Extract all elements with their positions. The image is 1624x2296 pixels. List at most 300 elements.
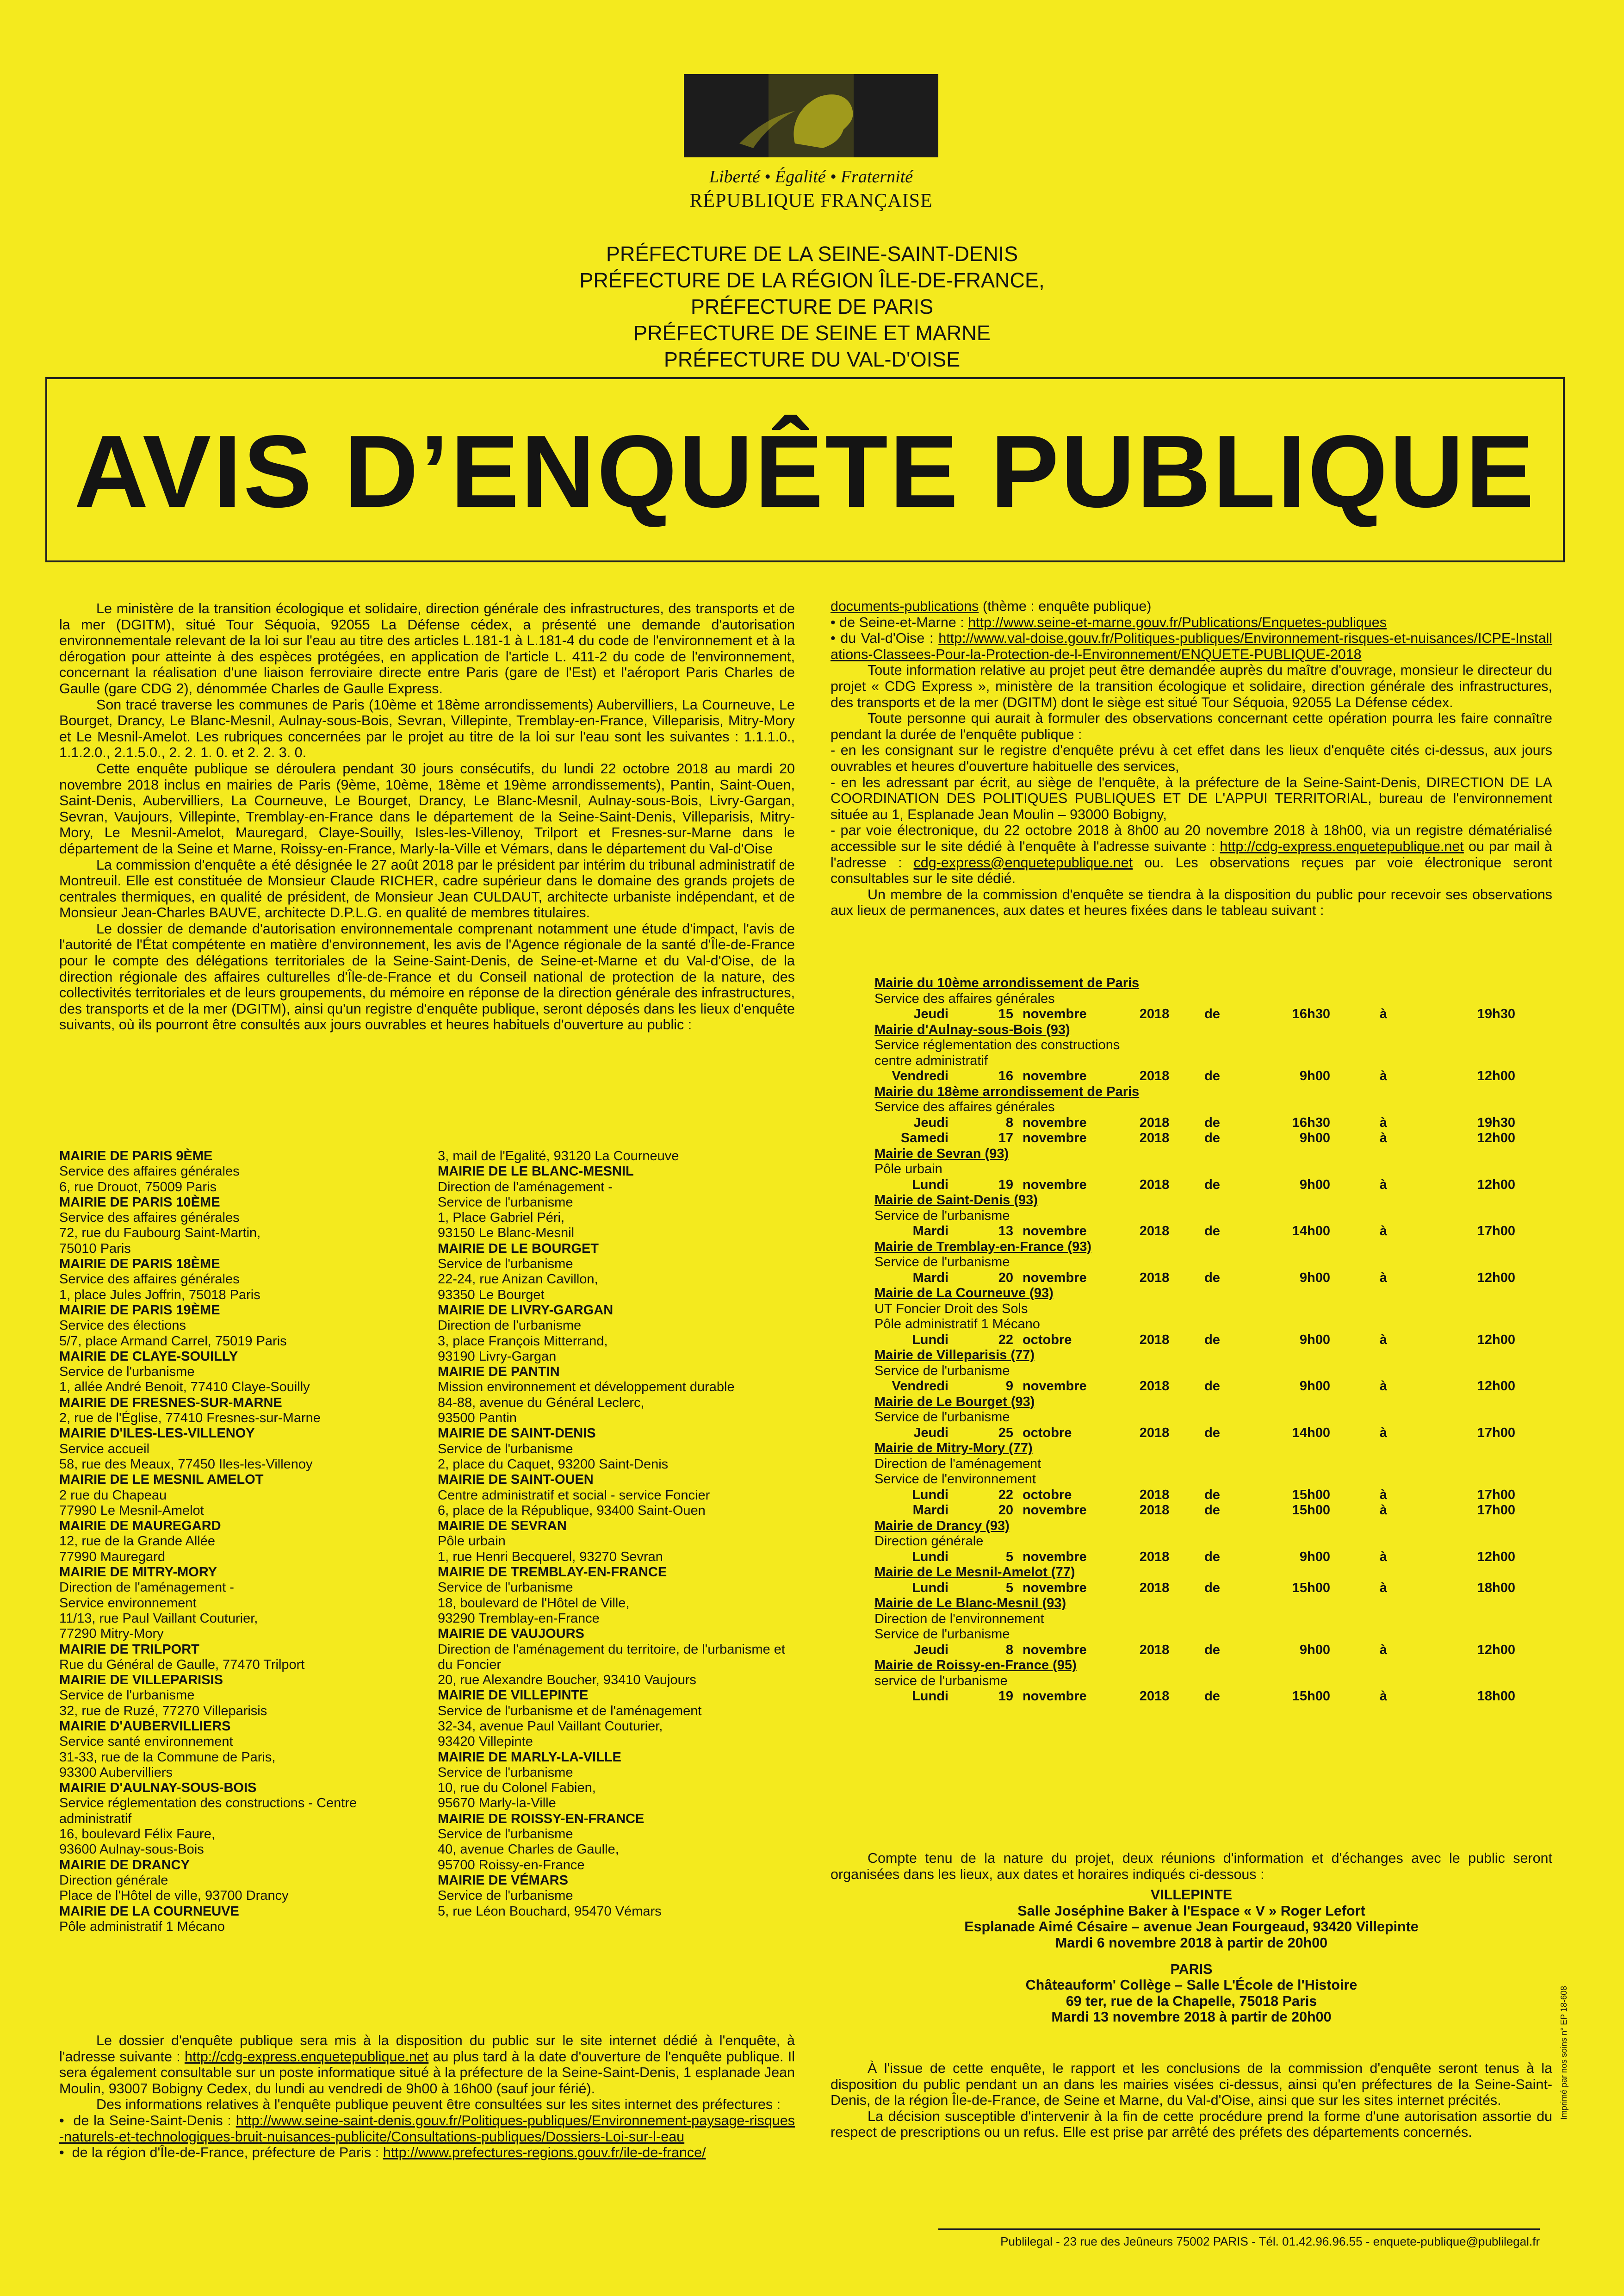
schedule-cell: 2018 [1139, 1580, 1170, 1595]
address-block [59, 1642, 411, 1673]
address-line: 11/13, rue Paul Vaillant Couturier, [59, 1611, 258, 1626]
schedule-entry [874, 1239, 1550, 1286]
mairie-name: MAIRIE DE LE BLANC-MESNIL [438, 1164, 634, 1179]
address-block [59, 1904, 411, 1935]
address-line: 93350 Le Bourget [438, 1287, 545, 1302]
schedule-cell: de [1204, 1131, 1220, 1145]
schedule-cell: 2018 [1139, 1332, 1170, 1347]
schedule-cell: Lundi [912, 1689, 948, 1704]
schedule-entry [874, 1441, 1550, 1518]
address-line: 1, allée André Benoit, 77410 Claye-Souilly [59, 1380, 310, 1395]
schedule-cell: novembre [1023, 1270, 1087, 1285]
address-line: 1, place Jules Joffrin, 75018 Paris [59, 1287, 260, 1302]
schedule-cell: Lundi [912, 1332, 948, 1347]
address-block [59, 1149, 411, 1195]
schedule-office: Mairie de Saint-Denis (93) [874, 1193, 1038, 1207]
schedule-service: Service de l'urbanisme [874, 1208, 1010, 1223]
meeting-venue: Châteauform' Collège – Salle L'École de l'Histoire [1025, 1977, 1357, 1993]
footer-divider [938, 2228, 1540, 2230]
schedule-cell: de [1204, 1503, 1220, 1518]
schedule-cell: novembre [1023, 1503, 1087, 1518]
address-line: 95700 Roissy-en-France [438, 1857, 585, 1873]
schedule-cell: 9h00 [1299, 1270, 1330, 1285]
mairie-name: MAIRIE DE SAINT-DENIS [438, 1426, 596, 1441]
bullet-item: • du Val-d'Oise : http://www.val-doise.gouv.fr/Politiques-publiques/Environnement-risques-et-nuisances/ICPE-Installations-Classees-Pour-la-Protection-de-l-Environnement/ENQUETE-PUBLIQUE-2018 [831, 630, 1553, 662]
text: - par voie électronique, du 22 octobre 2018 à 8h00 au 20 novembre 2018 à 18h00, via un registre dématérialisé accessible sur le site dédié à l'enquête à l'adresse suivante : [831, 822, 1552, 854]
schedule-cell: 17h00 [1477, 1503, 1515, 1518]
address-block [438, 1750, 794, 1811]
text: de la Seine-Saint-Denis : [73, 2112, 236, 2128]
schedule-cell: 22 [998, 1487, 1013, 1502]
mairie-name: MAIRIE DE LIVRY-GARGAN [438, 1302, 614, 1318]
dash-item: - en les consignant sur le registre d'enquête prévu à cet effet dans les lieux d'enquête cités ci-dessus, aux jours ouvrables et heures d'ouverture habituelle des services, [831, 742, 1552, 774]
schedule-cell: Lundi [912, 1580, 948, 1595]
schedule-cell: 19h30 [1477, 1115, 1515, 1130]
observations-column [831, 598, 1552, 919]
prefectures-list [416, 241, 1208, 373]
prefecture-line: PRÉFECTURE DE SEINE ET MARNE [633, 321, 991, 345]
dash-item: - en les adressant par écrit, au siège de l'enquête, à la préfecture de la Seine-Saint-Denis, DIRECTION DE LA COORDINATION DES POLITIQUES PUBLIQUES ET DE L'APPUI TERRITORIAL, bureau de l'environnement située au 1, Esplanade Jean Moulin – 93000 Bobigny, [831, 774, 1552, 822]
schedule-cell: 2018 [1139, 1131, 1170, 1145]
meeting-villepinte [831, 1887, 1552, 1951]
schedule-service: Service de l'urbanisme [874, 1255, 1010, 1269]
page-title: AVIS D’ENQUÊTE PUBLIQUE [74, 414, 1536, 529]
schedule-cell: 15h00 [1292, 1487, 1330, 1502]
schedule-cell: à [1379, 1069, 1388, 1083]
schedule-cell: novembre [1023, 1642, 1087, 1657]
address-line: Service de l'urbanisme [438, 1257, 573, 1272]
schedule-cell: de [1204, 1177, 1220, 1192]
schedule-cell: à [1379, 1425, 1388, 1440]
documents-link[interactable]: documents-publications [831, 598, 979, 614]
mairie-name: MAIRIE DE VAUJOURS [438, 1626, 584, 1642]
schedule-cell: de [1204, 1642, 1220, 1657]
mairie-name: MAIRIE DE ROISSY-EN-FRANCE [438, 1811, 645, 1826]
schedule-cell: 15h00 [1292, 1580, 1330, 1595]
schedule-cell: 13 [998, 1224, 1013, 1238]
paragraph: La décision susceptible d'intervenir à la fin de cette procédure prend la forme d'une autorisation assortie du respect de prescriptions ou un refus. Elle est prise par arrêté des préfets des départements concernés. [831, 2108, 1552, 2140]
address-block [438, 1426, 794, 1472]
bullet-item: • de la région d'Île-de-France, préfecture de Paris : http://www.prefectures-regions.gouv.fr/ile-de-france/ [59, 2145, 706, 2161]
schedule-cell: à [1379, 1549, 1388, 1564]
schedule-cell: Mardi [912, 1270, 948, 1285]
schedule-service: Direction de l'aménagement [874, 1456, 1041, 1471]
address-line: 3, place François Mitterrand, [438, 1333, 608, 1349]
paragraph: Le ministère de la transition écologique et solidaire, direction générale des infrastructures, des transports et de la mer (DGITM), situé Tour Séquoia, 92055 La Défense cédex, a présenté une demande d'autorisation environnementale relevant de la loi sur l'eau au titre des articles L.181-1 à L.181-4 du code de l'environnement et à la dérogation pour atteinte à des espèces protégées, en application de l'article L. 411-2 du code de l'environnement, concernant la réalisation d'une liaison ferroviaire directe entre Paris (gare de l'Est) et l'aéroport Paris Charles de Gaulle (gare CDG 2), dénommée Charles de Gaulle Express. [59, 601, 795, 697]
mairie-name: MAIRIE DE PARIS 18ÈME [59, 1257, 220, 1272]
mairie-name: MAIRIE DE SEVRAN [438, 1518, 567, 1534]
address-block [438, 1873, 794, 1919]
mairie-name: MAIRIE DE CLAYE-SOUILLY [59, 1349, 238, 1364]
consultation-column [59, 2033, 795, 2161]
schedule-cell: 18h00 [1477, 1689, 1515, 1704]
schedule-cell: 2018 [1139, 1487, 1170, 1502]
schedule-service: Pôle administratif 1 Mécano [874, 1317, 1040, 1332]
address-line: Service de l'urbanisme [438, 1827, 573, 1842]
schedule-cell: 12h00 [1477, 1069, 1515, 1083]
schedule-cell: à [1379, 1487, 1388, 1502]
schedule-row [874, 1503, 1550, 1518]
schedule-cell: de [1204, 1069, 1220, 1083]
registre-link[interactable]: http://cdg-express.enquetepublique.net [1220, 838, 1464, 854]
mairie-name: MAIRIE DE VILLEPARISIS [59, 1673, 223, 1688]
schedule-entry [874, 1022, 1550, 1084]
address-block [59, 1673, 411, 1719]
address-line: Direction de l'aménagement - [438, 1179, 613, 1195]
schedule-cell: de [1204, 1580, 1220, 1595]
schedule-office: Mairie du 18ème arrondissement de Paris [874, 1084, 1140, 1099]
schedule-cell: 12h00 [1477, 1270, 1515, 1285]
schedule-entry [874, 1658, 1550, 1705]
schedule-service: Service de l'urbanisme [874, 1410, 1010, 1425]
address-line: 32, rue de Ruzé, 77270 Villeparisis [59, 1703, 267, 1718]
address-line: Service accueil [59, 1441, 150, 1456]
schedule-cell: Mardi [912, 1503, 948, 1518]
paragraph: À l'issue de cette enquête, le rapport et les conclusions de la commission d'enquête seront tenus à la disposition du public pendant un an dans les mairies visées ci-dessus, ainsi qu'en préfectures de la Seine-Saint-Denis, de la région Île-de-France, de Seine et Marne, du Val-d'Oise, ainsi que sur les sites internet précités. [831, 2060, 1552, 2109]
address-line: 2 rue du Chapeau [59, 1487, 167, 1503]
schedule-cell: 15 [998, 1007, 1013, 1021]
schedule-cell: 17h00 [1477, 1425, 1515, 1440]
schedule-cell: 2018 [1139, 1224, 1170, 1238]
schedule-cell: de [1204, 1425, 1220, 1440]
schedule-row [874, 1115, 1550, 1131]
schedule-row [874, 1332, 1550, 1348]
schedule-cell: à [1379, 1642, 1388, 1657]
address-line: 6, rue Drouot, 75009 Paris [59, 1179, 217, 1195]
address-line: 72, rue du Faubourg Saint-Martin, [59, 1226, 261, 1241]
enquete-link[interactable]: http://cdg-express.enquetepublique.net [184, 2048, 429, 2065]
address-block [59, 1257, 411, 1303]
address-line: Service environnement [59, 1595, 197, 1611]
schedule-cell: 9h00 [1299, 1069, 1330, 1083]
schedule-row [874, 1270, 1550, 1286]
schedule-cell: 9h00 [1299, 1379, 1330, 1394]
address-block [438, 1626, 794, 1688]
prefecture-line: PRÉFECTURE DE LA RÉGION ÎLE-DE-FRANCE, [579, 268, 1045, 292]
address-block [59, 1395, 411, 1426]
schedule-cell: 2018 [1139, 1425, 1170, 1440]
address-line: Pôle administratif 1 Mécano [59, 1919, 225, 1934]
text: au plus tard à la date d'ouverture de l'enquête publique. Il sera également consultable sur un poste informatique situé à la préfecture de la Seine-Saint-Denis, 1 esplanade Jean Moulin, 93007 Bobigny Cedex, du lundi au vendredi de 9h00 à 16h00 (sauf jour férié). [59, 2048, 795, 2097]
mairie-name: MAIRIE DE LA COURNEUVE [59, 1904, 239, 1919]
schedule-service: Direction de l'environnement [874, 1611, 1044, 1626]
address-line: Service de l'urbanisme [438, 1888, 573, 1904]
address-line: 40, avenue Charles de Gaulle, [438, 1842, 619, 1857]
address-line: 16, boulevard Félix Faure, [59, 1827, 215, 1842]
paragraph [59, 2033, 795, 2097]
schedule-cell: de [1204, 1224, 1220, 1238]
mairie-name: MAIRIE DE TRILPORT [59, 1642, 199, 1657]
schedule-cell: 14h00 [1292, 1425, 1330, 1440]
schedule-cell: de [1204, 1270, 1220, 1285]
schedule-cell: 16h30 [1292, 1115, 1330, 1130]
address-line: Service des affaires générales [59, 1272, 240, 1287]
address-line: 93600 Aulnay-sous-Bois [59, 1842, 204, 1857]
address-line: Rue du Général de Gaulle, 77470 Trilport [59, 1657, 305, 1672]
schedule-cell: de [1204, 1549, 1220, 1564]
mairie-name: MAIRIE DE MAUREGARD [59, 1518, 221, 1534]
prefecture-95-link[interactable]: http://www.val-doise.gouv.fr/Politiques-publiques/Environnement-risques-et-nuisances/ICPE-Installations-Classees-Pour-la-Protection-de-l-Environnement/ENQUETE-PUBLIQUE-2018 [831, 630, 1553, 662]
address-line: Service de l'urbanisme [59, 1364, 195, 1380]
schedule-entry [874, 1193, 1550, 1239]
email-link[interactable]: cdg-express@enquetepublique.net [913, 854, 1133, 871]
schedule-cell: 5 [1005, 1580, 1013, 1595]
address-line: 18, boulevard de l'Hôtel de Ville, [438, 1595, 630, 1611]
schedule-entry [874, 1518, 1550, 1565]
mairie-name: MAIRIE D'ILES-LES-VILLENOY [59, 1426, 255, 1441]
schedule-cell: novembre [1023, 1689, 1087, 1704]
address-line: Place de l'Hôtel de ville, 93700 Drancy [59, 1888, 289, 1904]
mairie-name: MAIRIE DE VILLEPINTE [438, 1688, 589, 1703]
schedule-row [874, 1425, 1550, 1441]
address-block [438, 1565, 794, 1626]
paragraph: Cette enquête publique se déroulera pendant 30 jours consécutifs, du lundi 22 octobre 2018 au mardi 20 novembre 2018 inclus en mairies de Paris (9ème, 10ème, 18ème et 19ème arrondissements), Pantin, Saint-Ouen, Saint-Denis, Aubervilliers, La Courneuve, Le Bourget, Drancy, Le Blanc-Mesnil, Aulnay-sous-Bois, Livry-Gargan, Sevran, Vaujours, Villepinte, Tremblay-en-France dans le département de la Seine-Saint-Denis, Villeparisis, Mitry-Mory, Le Mesnil-Amelot, Mauregard, Claye-Souilly, Isles-les-Villenoy, Trilport et Fresnes-sur-Marne dans le département de la Seine et Marne, Roissy-en-France, Marly-la-Ville et Vémars, dans le département du Val-d'Oise [59, 760, 795, 857]
text: Le dossier d'enquête publique sera mis à la disposition du public sur le site internet dédié à l'enquête, à l'adresse suivante : [59, 2033, 795, 2065]
schedule-row [874, 1224, 1550, 1239]
schedule-cell: 9h00 [1299, 1177, 1330, 1192]
mairie-name: MAIRIE DE PANTIN [438, 1364, 560, 1380]
schedule-cell: à [1379, 1689, 1388, 1704]
schedule-cell: 8 [1005, 1115, 1013, 1130]
schedule-cell: 22 [998, 1332, 1013, 1347]
schedule-cell: novembre [1023, 1177, 1087, 1192]
schedule-cell: 19 [998, 1689, 1013, 1704]
mairie-name: MAIRIE DE PARIS 19ÈME [59, 1302, 220, 1318]
text: ou par mail à l'adresse : [831, 838, 1552, 871]
schedule-cell: 12h00 [1477, 1332, 1515, 1347]
address-line: 22-24, rue Anizan Cavillon, [438, 1272, 598, 1287]
mairie-name: MAIRIE DE DRANCY [59, 1857, 190, 1873]
schedule-cell: à [1379, 1580, 1388, 1595]
schedule-service: UT Foncier Droit des Sols [874, 1301, 1028, 1316]
mairie-name: MAIRIE DE SAINT-OUEN [438, 1472, 594, 1487]
schedule-entry [874, 1565, 1550, 1596]
schedule-entry [874, 1146, 1550, 1193]
schedule-cell: 19 [998, 1177, 1013, 1192]
republique-logo [684, 74, 938, 213]
schedule-cell: novembre [1023, 1224, 1087, 1238]
address-line: Mission environnement et développement durable [438, 1380, 735, 1395]
address-line: Service de l'urbanisme [438, 1441, 573, 1456]
address-line: 77290 Mitry-Mory [59, 1626, 164, 1642]
schedule-entry [874, 1596, 1550, 1658]
schedule-cell: 12h00 [1477, 1379, 1515, 1394]
text: (thème : enquête publique) [979, 598, 1152, 614]
address-line: 77990 Le Mesnil-Amelot [59, 1503, 204, 1518]
address-line: 3, mail de l'Egalité, 93120 La Courneuve [438, 1149, 679, 1164]
schedule-entry [874, 1348, 1550, 1394]
schedule-service: Service de l'urbanisme [874, 1627, 1010, 1642]
schedule-office: Mairie de Roissy-en-France (95) [874, 1658, 1077, 1673]
address-line: 93290 Tremblay-en-France [438, 1611, 600, 1626]
text: du Val-d'Oise : [840, 630, 939, 647]
schedule-office: Mairie de Villeparisis (77) [874, 1348, 1035, 1363]
schedule-cell: 5 [1005, 1549, 1013, 1564]
schedule-service: Service de l'urbanisme [874, 1363, 1010, 1378]
schedule-cell: à [1379, 1115, 1388, 1130]
schedule-office: Mairie de Mitry-Mory (77) [874, 1441, 1033, 1456]
schedule-cell: Lundi [912, 1549, 948, 1564]
mairie-name: MAIRIE DE TREMBLAY-EN-FRANCE [438, 1565, 667, 1580]
schedule-row [874, 1131, 1550, 1146]
schedule-cell: octobre [1023, 1487, 1072, 1502]
paragraph: Compte tenu de la nature du projet, deux réunions d'information et d'échanges avec le public seront organisées dans les lieux, aux dates et horaires indiqués ci-dessous : [831, 1850, 1552, 1882]
paragraph [831, 598, 1552, 615]
address-line: 77990 Mauregard [59, 1549, 165, 1564]
address-line: Service de l'urbanisme [438, 1195, 573, 1210]
schedule-cell: 9h00 [1299, 1642, 1330, 1657]
address-block [59, 1719, 411, 1780]
address-line: 1, Place Gabriel Péri, [438, 1210, 565, 1226]
schedule-cell: 12h00 [1477, 1177, 1515, 1192]
footer-text: Publilegal - 23 rue des Jeûneurs 75002 PARIS - Tél. 01.42.96.96.55 - enquete-publique@publilegal.fr [1000, 2234, 1540, 2248]
schedule-service: service de l'urbanisme [874, 1673, 1008, 1688]
schedule-office: Mairie de Le Blanc-Mesnil (93) [874, 1596, 1066, 1611]
schedule-cell: 12h00 [1477, 1642, 1515, 1657]
address-block [438, 1518, 794, 1565]
schedule-cell: de [1204, 1487, 1220, 1502]
text: ou. Les observations reçues par voie électronique seront consultables sur le site dédié. [831, 854, 1552, 887]
schedule-cell: 16h30 [1292, 1007, 1330, 1021]
schedule-cell: 2018 [1139, 1177, 1170, 1192]
prefecture-77-link[interactable]: http://www.seine-et-marne.gouv.fr/Publications/Enquetes-publiques [968, 614, 1387, 630]
schedule-cell: 20 [998, 1270, 1013, 1285]
schedule-cell: 18h00 [1477, 1580, 1515, 1595]
address-block [438, 1472, 794, 1518]
schedule-office: Mairie du 10ème arrondissement de Paris [874, 976, 1140, 990]
address-line: Direction de l'urbanisme [438, 1318, 582, 1333]
schedule-entry [874, 1394, 1550, 1441]
meeting-city: PARIS [1170, 1961, 1213, 1977]
bullet-item: • de la Seine-Saint-Denis : http://www.seine-saint-denis.gouv.fr/Politiques-publiques/Environnement-paysage-risques-naturels-et-technologiques-bruit-nuisances-publicite/Consultations-publiques/Dossiers-Loi-sur-l-eau [59, 2112, 795, 2145]
schedule-cell: de [1204, 1007, 1220, 1021]
mairie-name: MAIRIE DE PARIS 10ÈME [59, 1195, 220, 1210]
schedule-cell: à [1379, 1332, 1388, 1347]
meeting-paris [831, 1961, 1552, 2025]
schedule-row [874, 1379, 1550, 1394]
mairie-name: MAIRIE D'AULNAY-SOUS-BOIS [59, 1780, 257, 1796]
schedule-cell: novembre [1023, 1115, 1087, 1130]
address-line: Direction de l'aménagement - [59, 1580, 234, 1595]
address-block [59, 1303, 411, 1349]
schedule-service: Service réglementation des constructions [874, 1038, 1120, 1052]
schedule-cell: octobre [1023, 1332, 1072, 1347]
schedule-cell: novembre [1023, 1007, 1087, 1021]
address-line: 2, rue de l'Église, 77410 Fresnes-sur-Marne [59, 1411, 321, 1426]
schedule-service: Service de l'environnement [874, 1472, 1036, 1487]
address-line: 93190 Livry-Gargan [438, 1349, 557, 1364]
address-line: 12, rue de la Grande Allée [59, 1534, 215, 1549]
address-line: 95670 Marly-la-Ville [438, 1796, 556, 1811]
mairie-name: MAIRIE DE MARLY-LA-VILLE [438, 1749, 621, 1765]
address-line: 93500 Pantin [438, 1411, 517, 1426]
address-block [438, 1164, 794, 1241]
mairie-name: MAIRIE DE VÉMARS [438, 1873, 568, 1888]
address-block [59, 1195, 411, 1257]
schedule-row [874, 1580, 1550, 1596]
schedule-cell: novembre [1023, 1069, 1087, 1083]
paragraph: Un membre de la commission d'enquête se tiendra à la disposition du public pour recevoir ses observations aux lieux de permanences, aux dates et heures fixées dans le tableau suivant : [831, 886, 1552, 919]
schedule-cell: 15h00 [1292, 1689, 1330, 1704]
schedule-cell: 2018 [1139, 1379, 1170, 1394]
address-line: 5, rue Léon Bouchard, 95470 Vémars [438, 1904, 662, 1919]
paragraph: La commission d'enquête a été désignée le 27 août 2018 par le président par intérim du tribunal administratif de Montreuil. Elle est constituée de Monsieur Claude RICHER, cadre supérieur dans le domaine des grands projets de centrales thermiques, en qualité de président, de Monsieur Jean CULDAUT, architecte urbaniste indépendant, et de Monsieur Jean-Charles BAUVE, architecte D.P.L.G. en qualité de membres titulaires. [59, 857, 795, 921]
schedule-cell: 17h00 [1477, 1487, 1515, 1502]
address-block [438, 1303, 794, 1364]
paragraph: Toute personne qui aurait à formuler des observations concernant cette opération pourra les faire connaître pendant la durée de l'enquête publique : [831, 710, 1552, 742]
schedule-row [874, 1689, 1550, 1705]
address-line: Service des élections [59, 1318, 186, 1333]
conclusion-column [831, 2060, 1552, 2140]
schedule-cell: Mardi [912, 1224, 948, 1238]
address-block [59, 1472, 411, 1518]
schedule-cell: Jeudi [913, 1425, 948, 1440]
address-line: 20, rue Alexandre Boucher, 93410 Vaujours [438, 1673, 696, 1688]
mairie-name: MAIRIE DE FRESNES-SUR-MARNE [59, 1395, 282, 1410]
prefecture-idf-link[interactable]: http://www.prefectures-regions.gouv.fr/ile-de-france/ [383, 2145, 706, 2161]
schedule-cell: novembre [1023, 1131, 1087, 1145]
address-line: 58, rue des Meaux, 77450 Iles-les-Villenoy [59, 1456, 313, 1472]
prefecture-93-link[interactable]: http://www.seine-saint-denis.gouv.fr/Politiques-publiques/Environnement-paysage-risques-naturels-et-technologiques-bruit-nuisances-publicite/Consultations-publiques/Dossiers-Loi-sur-l-eau [59, 2112, 795, 2145]
schedule-cell: 2018 [1139, 1115, 1170, 1130]
schedule-cell: 2018 [1139, 1642, 1170, 1657]
paragraph: Toute information relative au projet peut être demandée auprès du maître d'ouvrage, monsieur le directeur du projet « CDG Express », ministère de la transition écologique et solidaire, direction générale des infrastructures, des transports et de la mer (DGITM) dont le siège est situé Tour Séquoia, 92055 La Défense cédex. [831, 662, 1552, 710]
schedule-cell: 8 [1005, 1642, 1013, 1657]
schedule-cell: à [1379, 1379, 1388, 1394]
title-box [45, 377, 1565, 562]
address-line: 10, rue du Colonel Fabien, [438, 1780, 596, 1796]
address-block [438, 1688, 794, 1749]
address-line: Service santé environnement [59, 1734, 233, 1749]
republic-name: RÉPUBLIQUE FRANÇAISE [689, 190, 933, 212]
address-line: Service de l'urbanisme [438, 1765, 573, 1780]
meeting-city: VILLEPINTE [1150, 1887, 1233, 1903]
schedule-office: Mairie d'Aulnay-sous-Bois (93) [874, 1022, 1070, 1037]
schedule-cell: 2018 [1139, 1503, 1170, 1518]
schedule-row [874, 1177, 1550, 1193]
mairie-name: MAIRIE DE LE MESNIL AMELOT [59, 1472, 264, 1487]
address-line: 93300 Aubervilliers [59, 1765, 173, 1780]
schedule-cell: novembre [1023, 1580, 1087, 1595]
schedule-cell: novembre [1023, 1379, 1087, 1394]
address-line: Service de l'urbanisme et de l'aménagement [438, 1703, 702, 1718]
schedule-office: Mairie de Le Bourget (93) [874, 1394, 1035, 1409]
schedule-cell: 9h00 [1299, 1332, 1330, 1347]
mairie-name: MAIRIE DE LE BOURGET [438, 1241, 599, 1256]
prefecture-line: PRÉFECTURE DE PARIS [690, 295, 934, 318]
schedule-cell: 2018 [1139, 1007, 1170, 1021]
schedule-cell: 12h00 [1477, 1131, 1515, 1145]
schedule-cell: 25 [998, 1425, 1013, 1440]
schedule-cell: de [1204, 1689, 1220, 1704]
address-block [59, 1780, 411, 1857]
print-note: Imprimé par nos soins n° EP 18-608 [1559, 1985, 1568, 2120]
address-line: Service de l'urbanisme [59, 1688, 195, 1703]
mairie-name: MAIRIE D'AUBERVILLIERS [59, 1718, 231, 1734]
schedule-cell: 20 [998, 1503, 1013, 1518]
address-line: 93150 Le Blanc-Mesnil [438, 1226, 575, 1241]
schedule-cell: de [1204, 1115, 1220, 1130]
dash-item [831, 822, 1552, 886]
permanence-schedule [874, 976, 1550, 1705]
address-block [59, 1565, 411, 1642]
meeting-address: Esplanade Aimé Césaire – avenue Jean Fourgeaud, 93420 Villepinte [964, 1919, 1419, 1935]
schedule-cell: à [1379, 1270, 1388, 1285]
bullet-item: • de Seine-et-Marne : http://www.seine-et-marne.gouv.fr/Publications/Enquetes-publiques [831, 614, 1387, 630]
schedule-entry [874, 1286, 1550, 1348]
text: de Seine-et-Marne : [839, 614, 968, 630]
schedule-cell: à [1379, 1177, 1388, 1192]
